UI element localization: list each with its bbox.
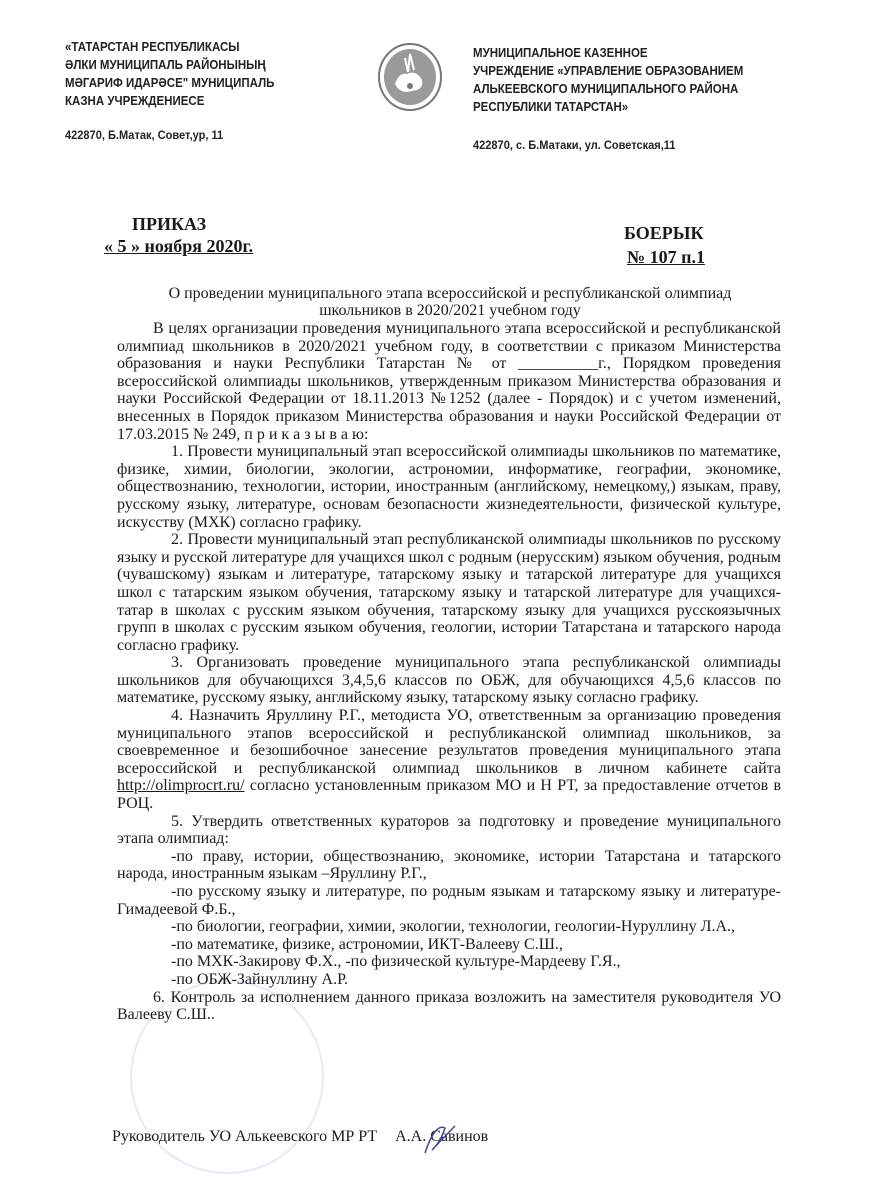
header-left-address: 422870, Б.Матак, Совет,ур, 11 (65, 128, 224, 142)
header-right-line: АЛЬКЕЕВСКОГО МУНИЦИПАЛЬНОГО РАЙОНА (473, 82, 739, 96)
item-2: 2. Провести муниципальный этап республиканской олимпиады школьников по русскому языку и русской литературе для учащихся школ с родным (нерусским) языком обучения, родным (чувашскому) языкам и литературе, татарскому языку и татарской литературе для учащихся школ с татарским языком обучения, татарскому языку и татарской литературе для учащихся-татар в школах с русским языком обучения, татарскому языку для учащихся русскоязычных групп в школах с русским языком обучения, геологии, истории Татарстана и татарского народа согласно графику. (117, 531, 781, 654)
item-3: 3. Организовать проведение муниципального этапа республиканской олимпиады школьников для обучающихся 3,4,5,6 классов по ОБЖ, для обучающихся 4,5,6 классов по математике, русскому языку, английскому языку, татарскому языку согласно графику. (117, 654, 781, 707)
curator-line: -по МХК-Закирову Ф.Х., -по физической культуре-Мардееву Г.Я., (171, 953, 621, 971)
signer-position: Руководитель УО Алькеевского МР РТ (112, 1128, 378, 1145)
title-line: школьников в 2020/2021 учебном году (319, 302, 581, 319)
header-left-line: МӘГАРИФ ИДАРӘСЕ" МУНИЦИПАЛЬ (65, 76, 275, 90)
title-line: О проведении муниципального этапа всероссийской и республиканской олимпиад (168, 285, 732, 302)
order-number: № 107 п.1 (627, 247, 705, 267)
header-right-line: РЕСПУБЛИКИ ТАТАРСТАН» (473, 100, 629, 114)
curator-line: -по математике, физике, астрономии, ИКТ-Валееву С.Ш., (171, 935, 563, 953)
header-right-org (473, 44, 743, 116)
tatarstan-emblem-icon (377, 42, 443, 112)
olimp-site-link[interactable]: http://olimprocrt.ru/ (117, 777, 245, 795)
header-right-line: МУНИЦИПАЛЬНОЕ КАЗЕННОЕ (473, 46, 648, 60)
header-left-line: ӘЛКИ МУНИЦИПАЛЬ РАЙОНЫНЫҢ (65, 58, 266, 72)
item-6: 6. Контроль за исполнением данного приказа возложить на заместителя руководителя УО Валееву С.Ш.. (117, 988, 781, 1024)
order-title-tt: БОЕРЫК (624, 223, 704, 243)
item-5: 5. Утвердить ответственных кураторов за подготовку и проведение муниципального этапа олимпиад: (117, 812, 781, 848)
header-left-line: «ТАТАРСТАН РЕСПУБЛИКАСЫ (65, 40, 240, 54)
curator-line: -по биологии, географии, химии, экологии, технологии, геологии-Нуруллину Л.А., (171, 918, 736, 936)
item-1: 1. Провести муниципальный этап всероссийской олимпиады школьников по математике, физике, химии, биологии, экологии, астрономии, информатике, географии, экономике, обществознанию, технологии, истории, иностранным (английскому, немецкому,) языкам, праву, русскому языку, литературе, основам безопасности жизнедеятельности, физической культуре, искусству (МХК) согласно графику. (117, 443, 781, 531)
curator-line: -по русскому языку и литературе, по родным языкам и татарскому языку и литературе-Гимадеевой Ф.Б., (117, 883, 781, 918)
order-date: « 5 » ноября 2020г. (104, 236, 254, 256)
header-right-address: 422870, с. Б.Матаки, ул. Советская,11 (473, 138, 676, 152)
intro-paragraph: В целях организации проведения муниципального этапа всероссийской и республиканской олимпиад школьников в 2020/2021 учебном году, в соответствии с приказом Министерства образования и науки Республики Татарстан № от __________г., Порядком проведения всероссийской олимпиады школьников, утвержденным приказом Министерства образования и науки Российской Федерации от 18.11.2013 №1252 (далее - Порядок) и с учетом изменений, внесенных в Порядок приказом Министерства образования и науки Российской Федерации от 17.03.2015 № 249, п р и к а з ы в а ю: (117, 320, 781, 443)
curator-line: -по праву, истории, обществознанию, экономике, истории Татарстана и татарского народа, иностранным языкам –Яруллину Р.Г., (117, 847, 781, 883)
header-left-org (65, 38, 274, 110)
document-title (110, 285, 790, 319)
signer-name: А.А. Савинов (395, 1128, 489, 1145)
document-body (117, 320, 781, 1024)
header-right-line: УЧРЕЖДЕНИЕ «УПРАВЛЕНИЕ ОБРАЗОВАНИЕМ (473, 64, 744, 78)
curator-line: -по ОБЖ-Зайнуллину А.Р. (171, 970, 348, 988)
item-4-text: 4. Назначить Яруллину Р.Г., методиста УО, ответственным за организацию проведения муниципального этапов всероссийской и республиканской олимпиад школьников, за своевременное и безошибочное занесение результатов проведения муниципального этапа всероссийской и республиканской олимпиад школьников в личном кабинете сайта (117, 707, 781, 777)
item-4 (117, 707, 781, 813)
order-title-ru: ПРИКАЗ (132, 214, 207, 234)
header-left-line: КАЗНА УЧРЕЖДЕНИЕСЕ (65, 94, 205, 108)
item-4-text-end: согласно установленным приказом МО и Н РТ, за предоставление отчетов в РОЦ. (117, 777, 781, 813)
handwritten-signature-icon (420, 1118, 460, 1158)
